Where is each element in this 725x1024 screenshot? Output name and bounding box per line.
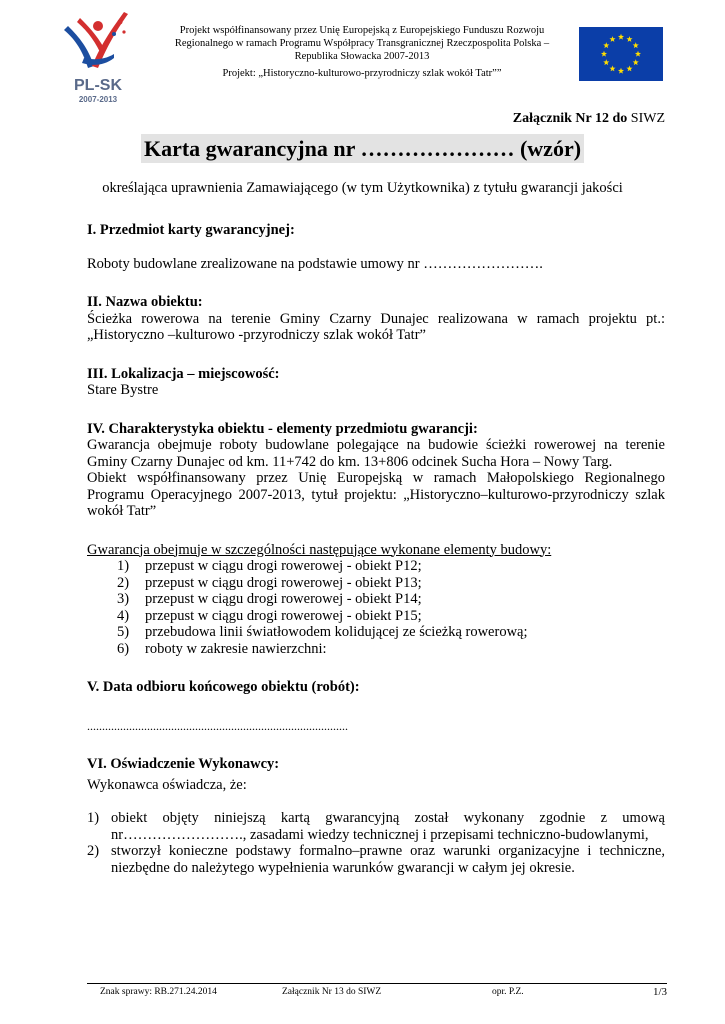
list-item — [87, 641, 665, 658]
footer-case-number: Znak sprawy: RB.271.24.2014 — [100, 987, 217, 997]
list-item — [87, 608, 665, 625]
section-6-heading: VI. Oświadczenie Wykonawcy: — [87, 756, 280, 772]
document-title — [60, 134, 665, 163]
header-line-3: Republika Słowacka 2007-2013 — [294, 51, 430, 62]
eu-star-icon — [635, 51, 641, 57]
document-subtitle: określająca uprawnienia Zamawiającego (w tym Użytkownika) z tytułu gwarancji jakości — [102, 180, 623, 196]
section-4-list-intro: Gwarancja obejmuje w szczególności następujące wykonane elementy budowy: — [87, 541, 552, 558]
eu-star-icon — [626, 66, 632, 72]
eu-star-icon — [601, 51, 607, 57]
eu-star-icon — [609, 36, 615, 42]
list-item-number: 1) — [87, 810, 100, 826]
logo-years: 2007-2013 — [78, 95, 118, 104]
list-item — [87, 558, 665, 575]
section-3-text: Stare Bystre — [87, 382, 159, 398]
document-title-text: Karta gwarancyjna nr ………………… (wzór) — [141, 134, 584, 163]
eu-star-icon — [633, 42, 639, 48]
list-item — [87, 810, 665, 843]
footer-annex: Załącznik Nr 13 do SIWZ — [282, 987, 382, 997]
section-4-text-2: Obiekt współfinansowany przez Unię Europejską w ramach Małopolskiego Regionalnego Programu Operacyjnego 2007-2013, tytuł projektu: „Historyczno–kulturowo-przyrodniczy szlak wokół Tatr” — [87, 470, 665, 519]
list-item-number: 6) — [117, 640, 130, 657]
list-item-text: przepust w ciągu drogi rowerowej - obiekt P12; — [145, 558, 422, 574]
page-number: 1/3 — [652, 986, 667, 998]
list-item-number: 2) — [87, 843, 100, 859]
list-item-text: stworzył konieczne podstawy formalno–prawne oraz warunki organizacyjne i techniczne, niezbędne do należytego wypełnienia warunków gwarancji w całym jej okresie. — [111, 843, 665, 876]
logo-text: PL-SK — [74, 77, 122, 94]
section-6-declarations-list — [87, 810, 665, 876]
header-text — [150, 24, 574, 80]
footer-initials: opr. P.Z. — [492, 987, 524, 997]
footer-divider — [87, 983, 667, 984]
eu-star-icon — [618, 34, 624, 40]
list-item-text: przepust w ciągu drogi rowerowej - obiekt P15; — [145, 607, 422, 624]
eu-star-icon — [618, 68, 624, 74]
header-line-2: Regionalnego w ramach Programu Współpracy Transgranicznej Rzeczpospolita Polska – — [174, 38, 550, 49]
list-item — [87, 624, 665, 641]
list-item-text: obiekt objęty niniejszą kartą gwarancyjną został wykonany zgodnie z umową nr……………………., zasadami wiedzy technicznej i przepisami techniczno-budowlanymi, — [111, 810, 665, 843]
list-item — [87, 843, 665, 876]
list-item-text: przepust w ciągu drogi rowerowej - obiekt P14; — [145, 591, 422, 607]
document-body — [87, 222, 665, 876]
list-item-text: przepust w ciągu drogi rowerowej - obiekt P13; — [145, 574, 422, 591]
list-item-number: 4) — [117, 607, 130, 624]
section-2-heading: II. Nazwa obiektu: — [87, 294, 203, 310]
eu-star-icon — [603, 42, 609, 48]
section-1-text: Roboty budowlane zrealizowane na podstawie umowy nr ……………………. — [87, 255, 543, 272]
section-5-heading: V. Data odbioru końcowego obiektu (robót): — [87, 679, 360, 695]
annex-reference — [513, 111, 665, 127]
list-item-number: 1) — [117, 558, 130, 574]
section-4-heading: IV. Charakterystyka obiektu - elementy przedmiotu gwarancji: — [87, 420, 478, 437]
eu-flag-icon — [579, 27, 663, 81]
header-project: Projekt: „Historyczno-kulturowo-przyrodniczy szlak wokół Tatr”” — [222, 68, 502, 79]
section-5-date-blank: ....................................................................................... — [87, 718, 348, 733]
section-1-heading: I. Przedmiot karty gwarancyjnej: — [87, 222, 295, 238]
section-4-elements-list — [87, 558, 665, 657]
header-line-1: Projekt współfinansowany przez Unię Europejską z Europejskiego Funduszu Rozwoju — [179, 25, 545, 36]
section-6-intro: Wykonawca oświadcza, że: — [87, 776, 247, 793]
list-item-number: 5) — [117, 624, 130, 640]
list-item-number: 2) — [117, 574, 130, 591]
pl-sk-logo — [58, 8, 138, 108]
annex-reference-rest: SIWZ — [630, 111, 665, 126]
section-4-text-1: Gwarancja obejmuje roboty budowlane polegające na budowie ścieżki rowerowej na terenie Gminy Czarny Dunajec od km. 11+742 do km. 13+806 odcinek Sucha Hora – Nowy Targ. — [87, 437, 665, 470]
annex-reference-bold: Załącznik Nr 12 do — [512, 111, 628, 126]
section-2-text: Ścieżka rowerowa na terenie Gminy Czarny Dunajec realizowana w ramach projektu pt.: „Historyczno –kulturowo -przyrodniczy szlak wokół Tatr” — [87, 310, 665, 343]
list-item-text: roboty w zakresie nawierzchni: — [145, 640, 327, 657]
section-3-heading: III. Lokalizacja – miejscowość: — [87, 365, 280, 382]
list-item-number: 3) — [117, 591, 130, 607]
list-item — [87, 575, 665, 592]
eu-star-icon — [609, 66, 615, 72]
list-item-text: przebudowa linii światłowodem kolidującej ze ścieżką rowerową; — [145, 624, 528, 640]
eu-star-icon — [626, 36, 632, 42]
eu-star-icon — [603, 59, 609, 65]
eu-star-icon — [633, 59, 639, 65]
list-item — [87, 591, 665, 608]
